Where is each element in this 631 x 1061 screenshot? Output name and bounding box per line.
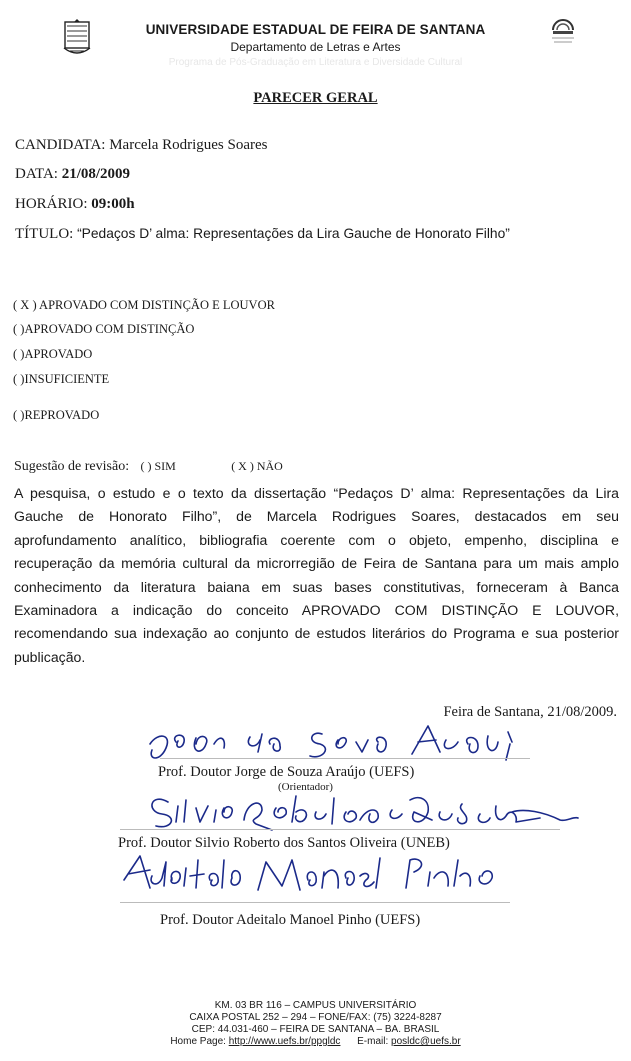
option-aprovado-louvor: [13, 298, 275, 313]
option-mark: ( ): [13, 347, 25, 361]
option-label: INSUFICIENTE: [24, 372, 110, 386]
option-mark: ( X ): [13, 298, 37, 312]
revision-label: Sugestão de revisão:: [14, 459, 130, 474]
option-aprovado: [13, 347, 92, 362]
data-value: 21/08/2009: [61, 166, 131, 182]
option-aprovado-distincao: [13, 322, 194, 337]
data-label: DATA:: [15, 166, 58, 182]
horario-value: 09:00h: [91, 196, 135, 212]
signer-name-2: Prof. Doutor Silvio Roberto dos Santos Oliveira (UNEB): [118, 835, 450, 851]
option-label: REPROVADO: [24, 408, 100, 422]
signature-line-2: [120, 829, 560, 830]
document-title: PARECER GERAL: [253, 90, 378, 106]
revision-suggestion: [14, 458, 283, 475]
option-label: APROVADO COM DISTINÇÃO: [24, 322, 195, 336]
titulo-value: “Pedaços D’ alma: Representações da Lira Gauche de Honorato Filho”: [77, 226, 510, 241]
orientador-label: (Orientador): [278, 781, 333, 793]
data-field: [15, 166, 130, 183]
signature-line-1: [160, 758, 530, 759]
option-reprovado: [13, 408, 99, 423]
email-label: E-mail:: [357, 1036, 389, 1047]
footer-address: KM. 03 BR 116 – CAMPUS UNIVERSITÁRIO: [214, 1000, 417, 1011]
faded-program-line: Programa de Pós-Graduação em Literatura e Diversidade Cultural: [168, 57, 463, 68]
option-label: APROVADO: [24, 347, 93, 361]
department-name: Departamento de Letras e Artes: [230, 40, 401, 54]
footer-contact: [0, 1036, 631, 1047]
candidata-value: Marcela Rodrigues Soares: [109, 137, 268, 153]
option-mark: ( ): [13, 408, 25, 422]
option-mark: ( ): [13, 322, 25, 336]
horario-field: [15, 196, 135, 213]
evaluation-paragraph: A pesquisa, o estudo e o texto da dissertação “Pedaços D’ alma: Representações da Lira Gauche de Honorato Filho”, de Marcela Rodrigues Soares, destacados em seu aprofundamento analítico, bibliografia coerente com o objeto, empenho, disciplina e recuperação da memória cultural da microrregião de Feira de Santana para um mais amplo conhecimento da literatura baiana em suas bases constitutivas, forneceram à Banca Examinadora a indicação do conceito APROVADO COM DISTINÇÃO E LOUVOR, recomendando sua indexação ao conjunto de estudos literários do Programa e sua posterior publicação.: [14, 485, 619, 665]
signature-line-3: [120, 902, 510, 903]
option-label: APROVADO COM DISTINÇÃO E LOUVOR: [39, 298, 275, 312]
email-link[interactable]: posldc@uefs.br: [391, 1036, 461, 1047]
revision-nao: ( X ) NÃO: [231, 459, 283, 473]
option-insuficiente: [13, 372, 109, 387]
signer-name-3: Prof. Doutor Adeitalo Manoel Pinho (UEFS): [160, 912, 421, 928]
revision-sim: ( ) SIM: [140, 459, 176, 473]
horario-label: HORÁRIO:: [15, 196, 88, 212]
homepage-label: Home Page:: [170, 1036, 226, 1047]
university-name: UNIVERSIDADE ESTADUAL DE FEIRA DE SANTANA: [145, 22, 486, 37]
signature-jorge: [150, 726, 512, 760]
candidata-field: [15, 137, 268, 154]
signature-silvio: [152, 796, 578, 830]
candidata-label: CANDIDATA:: [15, 137, 106, 153]
place-date: Feira de Santana, 21/08/2009.: [443, 704, 617, 720]
signature-adeitalo: [124, 856, 492, 890]
footer-phone: CAIXA POSTAL 252 – 294 – FONE/FAX: (75) 3224-8287: [189, 1012, 442, 1023]
footer-cep: CEP: 44.031-460 – FEIRA DE SANTANA – BA. BRASIL: [191, 1024, 440, 1035]
homepage-link[interactable]: http://www.uefs.br/ppgldc: [228, 1036, 341, 1047]
titulo-field: [15, 226, 510, 243]
option-mark: ( ): [13, 372, 25, 386]
titulo-label: TÍTULO:: [15, 226, 74, 242]
signer-name-1: Prof. Doutor Jorge de Souza Araújo (UEFS): [158, 764, 415, 780]
